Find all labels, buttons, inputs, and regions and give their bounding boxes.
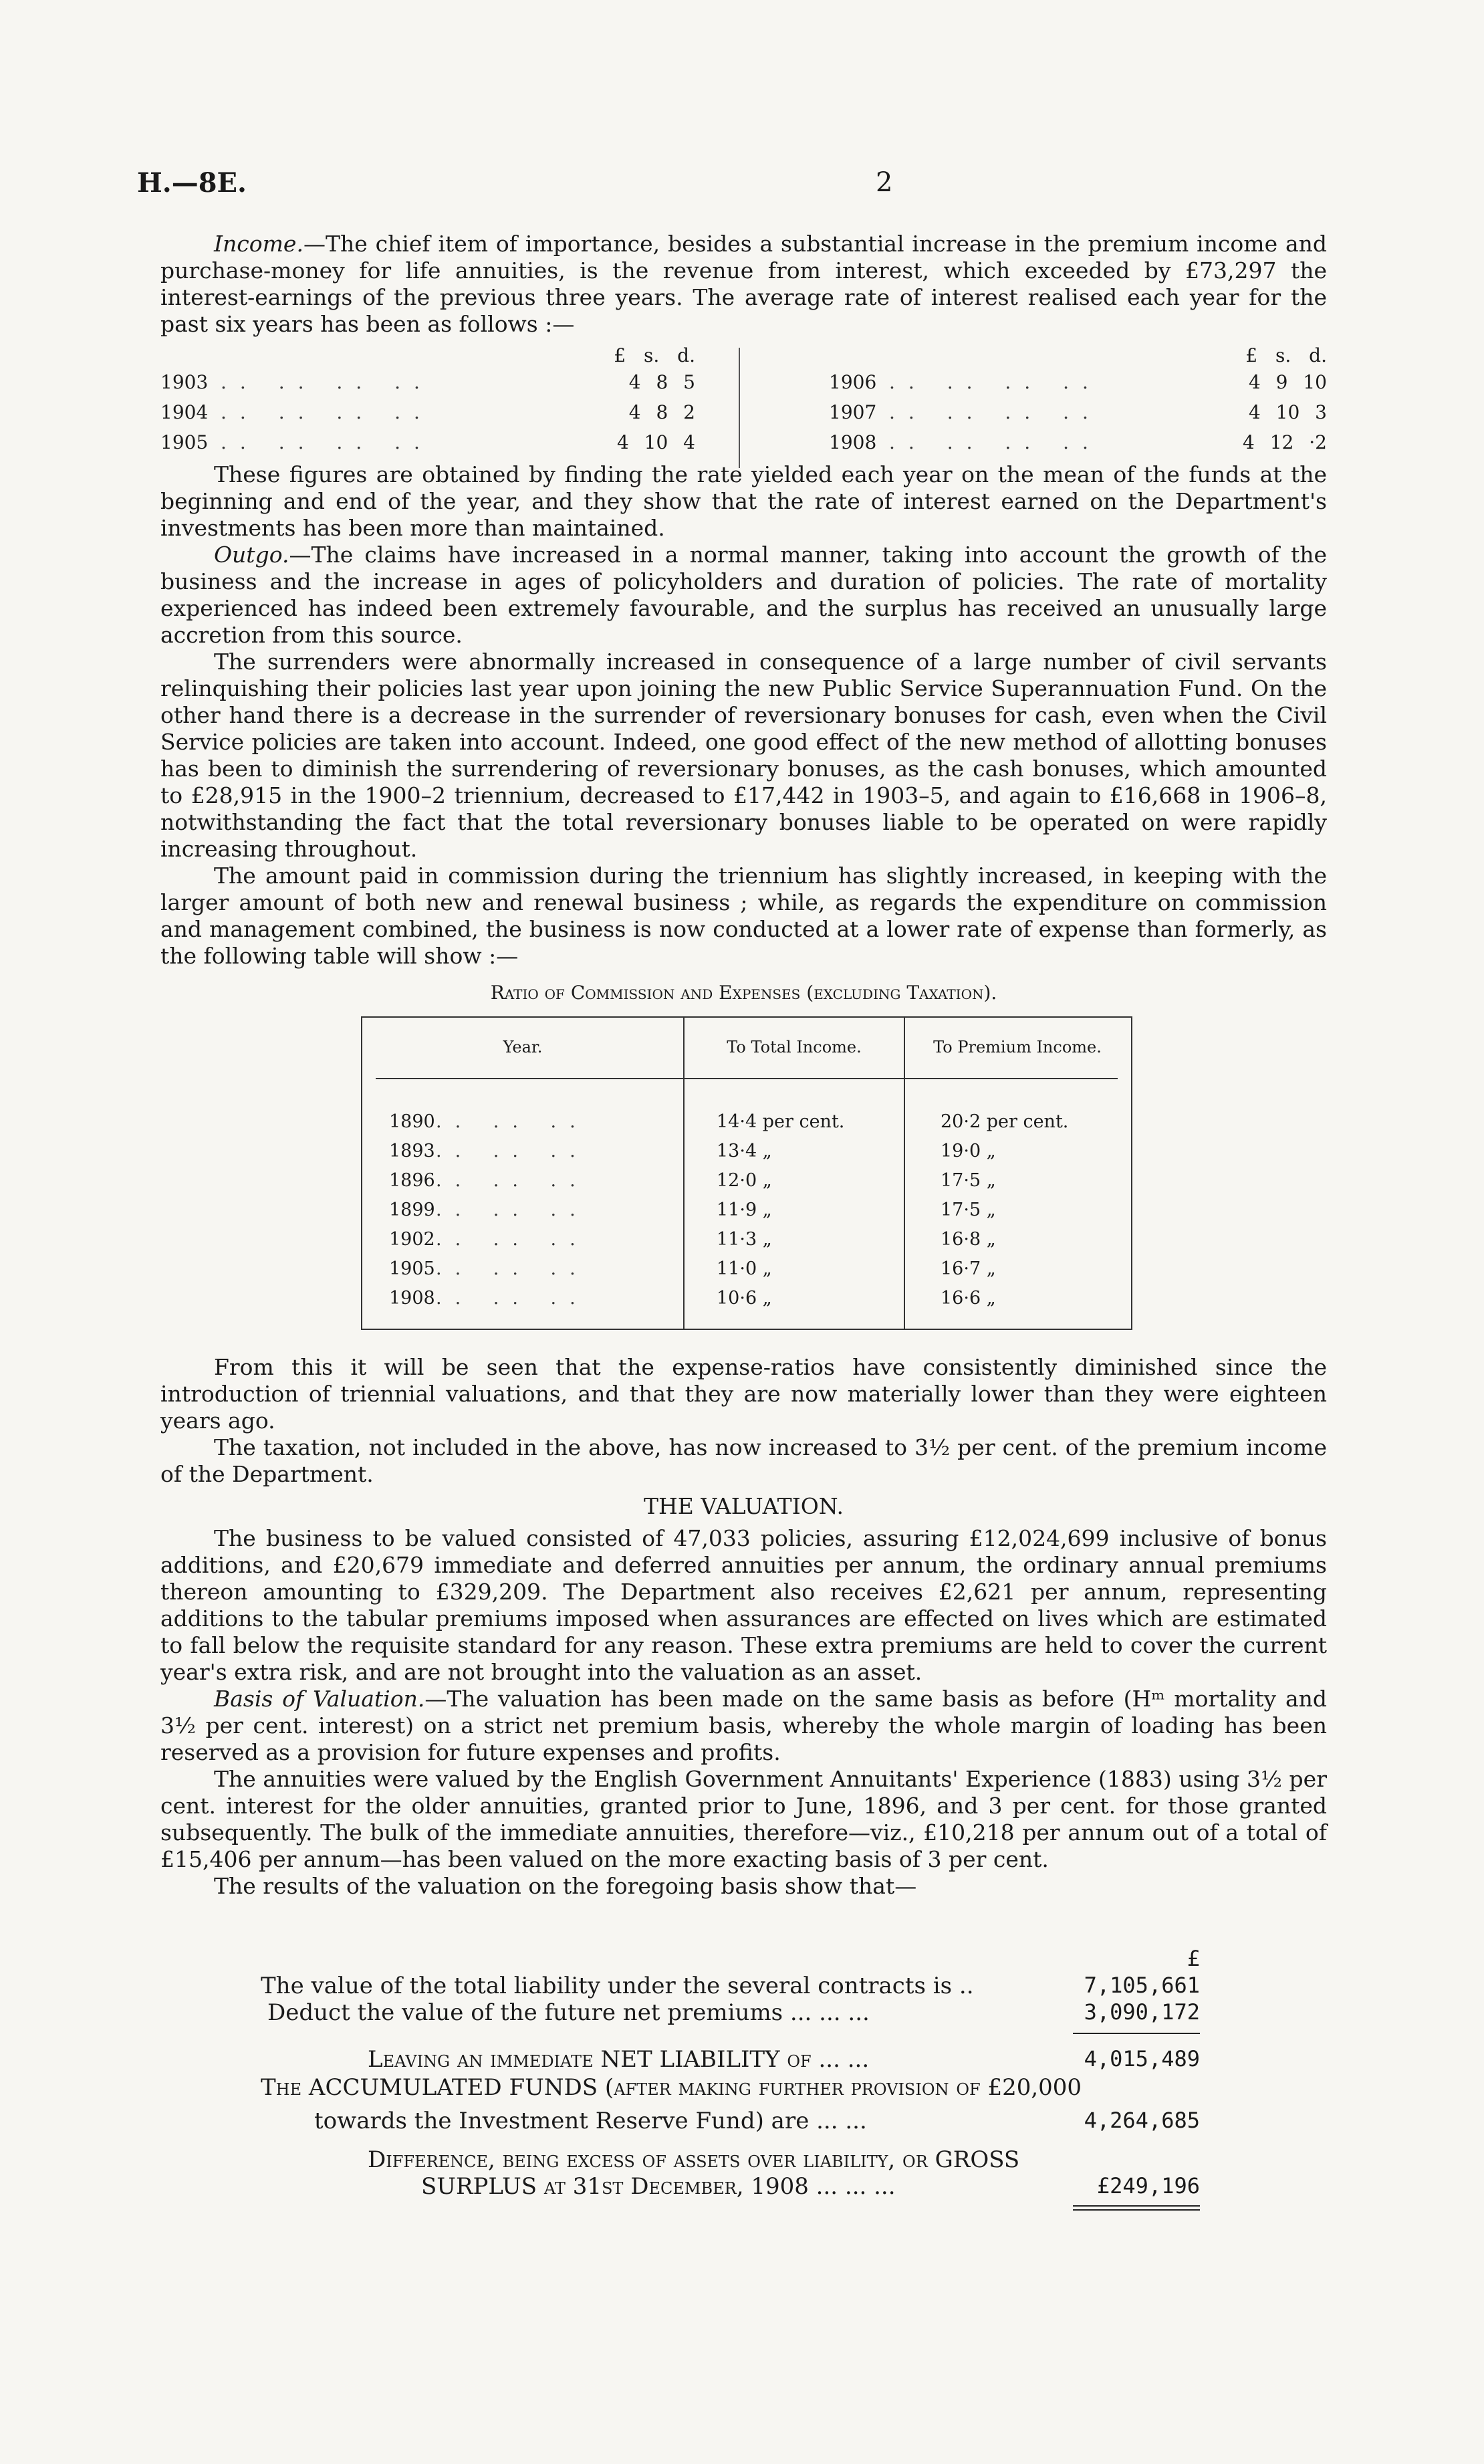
subtotal-rule bbox=[1073, 2033, 1200, 2034]
leader-dots: .. .. .. .. bbox=[221, 431, 433, 453]
paragraph bbox=[160, 542, 1327, 649]
row-premium: 17·5 „ bbox=[941, 1200, 996, 1220]
table-row bbox=[362, 1229, 1131, 1258]
row-premium: 20·2 per cent. bbox=[941, 1111, 1069, 1132]
leader-dots: .. .. .. .. bbox=[889, 431, 1102, 453]
leader-dots: .. .. .. bbox=[436, 1258, 589, 1279]
income-label: Income. bbox=[214, 231, 303, 257]
row-premium: 16·6 „ bbox=[941, 1288, 996, 1309]
paragraph-text: The business to be valued consisted of 47,033 policies, assuring £12,024,699 inclusive of bonus additions, and £20,679 immediate and deferred annuities per annum, the ordinary annual premiums thereon amounting to £329,209. The Department also receives £2,621 per annum, representing additions to the tabular premiums imposed when assurances are effected on lives which are estimated to fall below the requisite standard for any reason. These extra premiums are held to cover the current year's extra risk, and are not brought into the valuation as an asset. bbox=[160, 1525, 1327, 1685]
paragraph-text: —The valuation has been made on the same basis as before (Hᵐ mortality and 3½ per cent. interest) on a strict net premium basis, whereby the whole margin of loading has been reserved as a provision for future expenses and profits. bbox=[160, 1686, 1328, 1765]
paragraph bbox=[160, 1686, 1327, 1766]
rates-value: 4 10 4 bbox=[616, 431, 695, 453]
results-line bbox=[160, 2074, 1327, 2104]
leader-dots: .. .. .. bbox=[436, 1170, 589, 1191]
report-reference: H.—8E. bbox=[137, 167, 247, 199]
rates-year: 1905 bbox=[160, 431, 209, 453]
row-year: 1902 bbox=[389, 1229, 435, 1250]
paragraph-text: —The claims have increased in a normal manner, taking into account the growth of the business and the increase in ages of policyholders and duration of policies. The rate of mortality experienced has indeed been extremely favourable, and the surplus has received an unusually large accretion from this source. bbox=[160, 542, 1327, 648]
row-total: 13·4 „ bbox=[717, 1141, 772, 1161]
paragraph-text: The results of the valuation on the foregoing basis show that— bbox=[214, 1873, 917, 1899]
ratio-table-title: Ratio of Commission and Expenses (excluding Taxation). bbox=[490, 982, 997, 1004]
row-premium: 16·7 „ bbox=[941, 1258, 996, 1279]
results-label: The ACCUMULATED FUNDS (after making further provision of £20,000 bbox=[261, 2074, 1082, 2101]
paragraph-text: The amount paid in commission during the triennium has slightly increased, in keeping with the larger amount of both new and renewal business ; while, as regards the expenditure on commission and management combined, the business is now conducted at a lower rate of expense than formerly, as the following table will show :— bbox=[160, 863, 1327, 969]
rates-value: 4 8 5 bbox=[628, 371, 695, 393]
table-row bbox=[362, 1258, 1131, 1288]
currency-header: £ bbox=[1187, 1946, 1200, 1971]
paragraph bbox=[160, 1766, 1327, 1873]
rates-year: 1903 bbox=[160, 371, 209, 393]
results-label: Difference, being excess of assets over liability, or GROSS bbox=[368, 2146, 1020, 2173]
paragraph-text: These figures are obtained by finding the rate yielded each year on the mean of the funds at the beginning and end of the year, and they show that the rate of interest earned on the Department's investments has been more than maintained. bbox=[160, 461, 1327, 541]
rates-row bbox=[829, 431, 1327, 461]
rates-row bbox=[829, 401, 1327, 431]
outgo-section bbox=[160, 461, 1327, 970]
results-line bbox=[160, 1999, 1327, 2029]
row-premium: 19·0 „ bbox=[941, 1141, 996, 1161]
table-row bbox=[362, 1111, 1131, 1141]
interest-rates-table bbox=[160, 344, 1327, 458]
income-paragraph bbox=[160, 231, 1327, 338]
results-label: The value of the total liability under the several contracts is .. bbox=[261, 1973, 974, 1999]
rates-value: 4 10 3 bbox=[1248, 401, 1327, 423]
leader-dots: .. .. .. .. bbox=[889, 401, 1102, 423]
results-line bbox=[160, 2108, 1327, 2138]
paragraph bbox=[160, 649, 1327, 863]
rates-row bbox=[829, 371, 1327, 401]
valuation-results bbox=[160, 1946, 1327, 2213]
header-rule bbox=[376, 1078, 1118, 1079]
results-amount: 4,015,489 bbox=[1084, 2046, 1200, 2071]
leader-dots: .. .. .. .. bbox=[221, 401, 433, 423]
row-total: 11·9 „ bbox=[717, 1200, 772, 1220]
expense-ratio-section bbox=[160, 1354, 1327, 1900]
total-rule bbox=[1073, 2209, 1200, 2211]
rates-unit-header: £ s. d. bbox=[1245, 344, 1327, 366]
column-header-premium: To Premium Income. bbox=[933, 1038, 1102, 1056]
paragraph: From this it will be seen that the expense-ratios have consistently diminished since the introduction of triennial valuations, and that they are now materially lower than they were eighteen years ago. bbox=[160, 1354, 1327, 1434]
paragraph-text: The annuities were valued by the English Government Annuitants' Experience (1883) using 3½ per cent. interest for the older annuities, granted prior to June, 1896, and 3 per cent. for those granted subsequently. The bulk of the immediate annuities, therefore—viz., £10,218 per annum out of a total of £15,406 per annum—has been valued on the more exacting basis of 3 per cent. bbox=[160, 1766, 1327, 1872]
results-amount: 3,090,172 bbox=[1084, 1999, 1200, 2025]
row-total: 12·0 „ bbox=[717, 1170, 772, 1191]
column-header-total: To Total Income. bbox=[727, 1038, 862, 1056]
rates-value: 4 12 ·2 bbox=[1243, 431, 1327, 453]
paragraph bbox=[160, 863, 1327, 970]
results-label: Deduct the value of the future net premiums ... ... ... bbox=[267, 1999, 870, 2026]
rates-year: 1908 bbox=[829, 431, 877, 453]
leader-dots: .. .. .. bbox=[436, 1229, 589, 1250]
rates-unit-header: £ s. d. bbox=[614, 344, 695, 366]
row-year: 1890 bbox=[389, 1111, 435, 1132]
income-section bbox=[160, 231, 1327, 338]
row-total: 14·4 per cent. bbox=[717, 1111, 845, 1132]
row-premium: 17·5 „ bbox=[941, 1170, 996, 1191]
row-year: 1908 bbox=[389, 1288, 435, 1309]
leader-dots: .. .. .. .. bbox=[221, 371, 433, 393]
paragraph-label: Outgo. bbox=[214, 542, 289, 568]
paragraph: The taxation, not included in the above, has now increased to 3½ per cent. of the premium income of the Department. bbox=[160, 1434, 1327, 1487]
paragraph-label: Basis of Valuation. bbox=[214, 1686, 425, 1712]
results-amount: 7,105,661 bbox=[1084, 1973, 1200, 1998]
paragraph bbox=[160, 1873, 1327, 1900]
rates-year: 1906 bbox=[829, 371, 877, 393]
results-line bbox=[160, 2146, 1327, 2176]
rates-row bbox=[160, 371, 695, 401]
income-text: —The chief item of importance, besides a substantial increase in the premium income and purchase-money for life annuities, is the revenue from interest, which exceeded by £73,297 the interest-earnings of the previous three years. The average rate of interest realised each year for the past six years has been as follows :— bbox=[160, 231, 1327, 337]
rates-value: 4 9 10 bbox=[1248, 371, 1327, 393]
row-year: 1893 bbox=[389, 1141, 435, 1161]
valuation-heading: THE VALUATION. bbox=[643, 1493, 844, 1519]
row-year: 1896 bbox=[389, 1170, 435, 1191]
page-number: 2 bbox=[876, 167, 893, 198]
rates-divider bbox=[739, 348, 740, 468]
results-amount-surplus: £249,196 bbox=[1096, 2173, 1200, 2199]
row-premium: 16·8 „ bbox=[941, 1229, 996, 1250]
row-year: 1905 bbox=[389, 1258, 435, 1279]
results-line bbox=[160, 2046, 1327, 2076]
table-row bbox=[362, 1288, 1131, 1317]
leader-dots: .. .. .. bbox=[436, 1111, 589, 1132]
paragraph-text: The surrenders were abnormally increased in consequence of a large number of civil servants relinquishing their policies last year upon joining the new Public Service Superannuation Fund. On the other hand there is a decrease in the surrender of reversionary bonuses for cash, even when the Civil Service policies are taken into account. Indeed, one good effect of the new method of allotting bonuses has been to diminish the surrendering of reversionary bonuses, as the cash bonuses, which amounted to £28,915 in the 1900–2 triennium, decreased to £17,442 in 1903–5, and again to £16,668 in 1906–8, notwithstanding the fact that the total reversionary bonuses liable to be operated on were rapidly increasing throughout. bbox=[160, 649, 1327, 862]
ratio-table bbox=[361, 1016, 1132, 1330]
results-line bbox=[160, 2173, 1327, 2203]
results-label: Leaving an immediate NET LIABILITY of ... ... bbox=[368, 2046, 870, 2073]
results-currency-row bbox=[160, 1946, 1327, 1976]
results-line bbox=[160, 1973, 1327, 2003]
rates-value: 4 8 2 bbox=[628, 401, 695, 423]
results-amount: 4,264,685 bbox=[1084, 2108, 1200, 2133]
rates-row bbox=[160, 431, 695, 461]
table-row bbox=[362, 1170, 1131, 1200]
leader-dots: .. .. .. bbox=[436, 1141, 589, 1161]
page-header bbox=[137, 167, 1327, 207]
rates-year: 1907 bbox=[829, 401, 877, 423]
results-label: SURPLUS at 31st December, 1908 ... ... ... bbox=[421, 2173, 896, 2200]
paragraph bbox=[160, 461, 1327, 542]
rates-year: 1904 bbox=[160, 401, 209, 423]
results-label: towards the Investment Reserve Fund) are ... ... bbox=[314, 2108, 867, 2134]
total-rule bbox=[1073, 2205, 1200, 2207]
row-total: 11·0 „ bbox=[717, 1258, 772, 1279]
row-total: 10·6 „ bbox=[717, 1288, 772, 1309]
leader-dots: .. .. .. .. bbox=[889, 371, 1102, 393]
leader-dots: .. .. .. bbox=[436, 1200, 589, 1220]
leader-dots: .. .. .. bbox=[436, 1288, 589, 1309]
row-year: 1899 bbox=[389, 1200, 435, 1220]
table-row bbox=[362, 1200, 1131, 1229]
paragraph bbox=[160, 1525, 1327, 1686]
rates-row bbox=[160, 401, 695, 431]
column-header-year: Year. bbox=[503, 1038, 543, 1056]
table-row bbox=[362, 1141, 1131, 1170]
row-total: 11·3 „ bbox=[717, 1229, 772, 1250]
